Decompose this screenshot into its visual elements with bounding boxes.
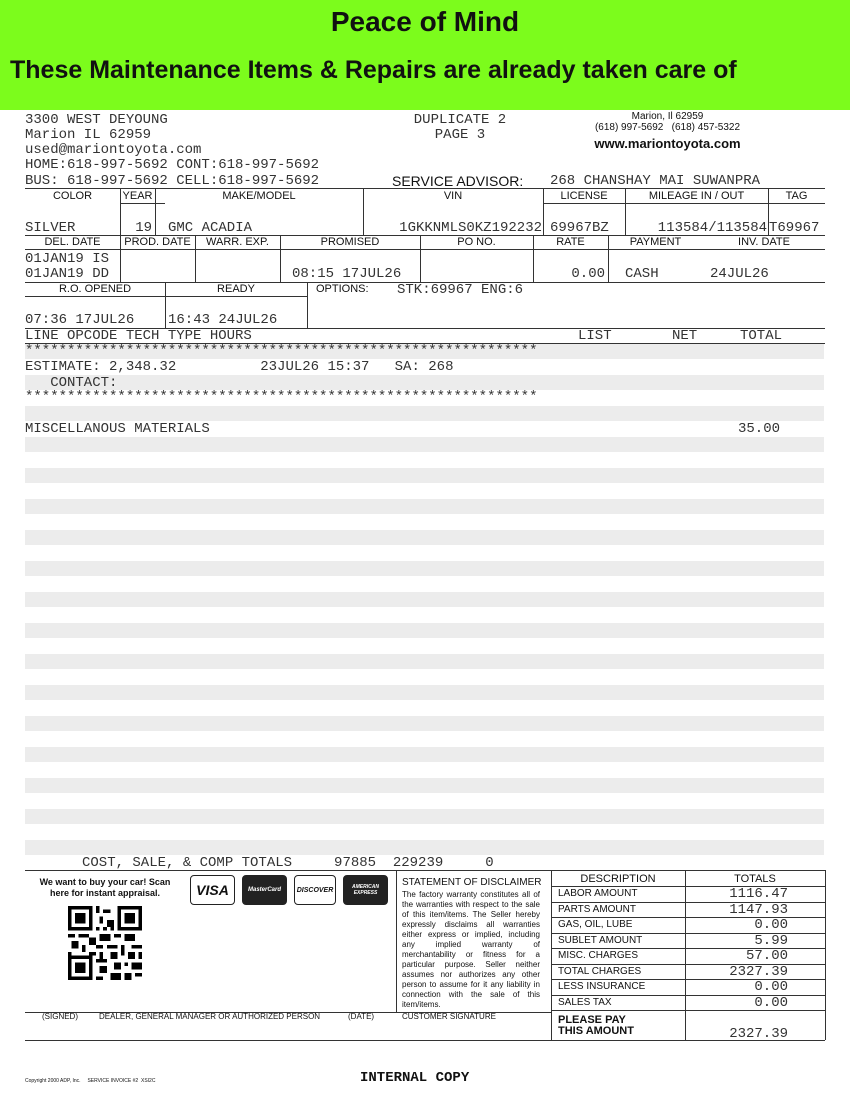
dealer-city: Marion, Il 62959 — [631, 111, 704, 122]
service-advisor-label: SERVICE ADVISOR: — [392, 173, 524, 189]
total-header: TOTAL — [740, 328, 783, 344]
amex-logo-text: AMERICAN EXPRESS — [352, 884, 379, 896]
options-value: STK:69967 ENG:6 — [397, 282, 524, 298]
mastercard-logo — [242, 875, 287, 905]
dealer-phones-1: HOME:618-997-5692 CONT:618-997-5692 — [25, 157, 320, 173]
col-warr-exp: WARR. EXP. — [206, 236, 269, 248]
qr-code[interactable] — [68, 906, 142, 985]
col-po-no: PO NO. — [457, 236, 496, 248]
ro-ready-value: 16:43 24JUL26 — [168, 312, 278, 328]
del-date-2: 01JAN19 DD — [25, 266, 110, 282]
totals-row-label: GAS, OIL, LUBE — [558, 919, 633, 930]
vehicle-mileage: 113584/113584 — [657, 220, 767, 236]
internal-copy-label: INTERNAL COPY — [360, 1070, 470, 1086]
totals-row-label: PARTS AMOUNT — [558, 904, 636, 915]
ro-ready-label: READY — [217, 283, 255, 295]
stripe — [25, 592, 824, 607]
col-color: COLOR — [52, 190, 93, 202]
visa-logo — [190, 875, 235, 905]
stripe — [25, 375, 824, 390]
vehicle-license: 69967BZ — [550, 220, 609, 236]
totals-row-label: LESS INSURANCE — [558, 981, 646, 992]
stripe — [25, 530, 824, 545]
misc-materials-value: 35.00 — [738, 421, 781, 437]
dealer-email: used@mariontoyota.com — [25, 142, 202, 158]
banner-subtitle: These Maintenance Items & Repairs are already taken care of — [10, 56, 737, 84]
line-columns-header: LINE OPCODE TECH TYPE HOURS — [25, 328, 252, 344]
discover-logo — [294, 875, 336, 905]
col-license: LICENSE — [560, 190, 608, 202]
totals-row-value: 1116.47 — [729, 886, 788, 902]
totals-row-value: 1147.93 — [729, 902, 788, 918]
ro-opened-label: R.O. OPENED — [58, 283, 132, 295]
dealer-phone-numbers: (618) 997-5692 (618) 457-5322 — [594, 122, 741, 133]
stripe — [25, 437, 824, 452]
misc-materials-label: MISCELLANOUS MATERIALS — [25, 421, 210, 437]
header-banner — [0, 0, 850, 110]
totals-row-label: MISC. CHARGES — [558, 950, 639, 961]
dealer-sign-label: DEALER, GENERAL MANAGER OR AUTHORIZED PERSON — [99, 1012, 321, 1021]
contact-line: CONTACT: — [25, 375, 118, 391]
stripe — [25, 468, 824, 483]
stripe — [25, 623, 824, 638]
del-date-1: 01JAN19 IS — [25, 251, 110, 267]
dealer-address-1: 3300 WEST DEYOUNG — [25, 112, 168, 128]
discover-logo-text: DISCOVER — [296, 886, 334, 894]
dealer-address-2: Marion IL 62959 — [25, 127, 152, 143]
duplicate-label: DUPLICATE 2 — [413, 112, 507, 128]
options-label: OPTIONS: — [316, 283, 369, 295]
stripe — [25, 499, 824, 514]
stripe — [25, 685, 824, 700]
inv-date-value: 24JUL26 — [710, 266, 769, 282]
stripe — [25, 840, 824, 855]
dealer-phones-2: BUS: 618-997-5692 CELL:618-997-5692 — [25, 173, 320, 189]
please-pay-value: 2327.39 — [729, 1026, 788, 1042]
totals-row-label: SUBLET AMOUNT — [558, 935, 643, 946]
date-label: (DATE) — [348, 1012, 375, 1021]
col-tag: TAG — [785, 190, 808, 202]
col-make: MAKE/MODEL — [222, 190, 296, 202]
amex-logo — [343, 875, 388, 905]
col-del-date: DEL. DATE — [44, 236, 101, 248]
col-prod-date: PROD. DATE — [124, 236, 191, 248]
ro-opened-value: 07:36 17JUL26 — [25, 312, 135, 328]
please-pay-label-1: PLEASE PAY — [558, 1014, 626, 1026]
stripe — [25, 778, 824, 793]
vehicle-tag: T69967 — [769, 220, 820, 236]
vehicle-color: SILVER — [25, 220, 76, 236]
col-payment: PAYMENT — [629, 236, 682, 248]
estimate-line: ESTIMATE: 2,348.32 23JUL26 15:37 SA: 268 — [25, 359, 454, 375]
visa-logo-text: VISA — [196, 882, 229, 898]
totals-row-value: 2327.39 — [729, 964, 788, 980]
totals-totals-header: TOTALS — [734, 873, 776, 885]
col-mileage: MILEAGE IN / OUT — [648, 190, 745, 202]
list-header: LIST — [578, 328, 612, 344]
promised-value: 08:15 17JUL26 — [292, 266, 402, 282]
totals-description-header: DESCRIPTION — [580, 873, 656, 885]
totals-row-label: TOTAL CHARGES — [558, 966, 642, 977]
totals-row-value: 0.00 — [754, 979, 788, 995]
buy-car-text: We want to buy your car! Scan here for instant appraisal. — [39, 877, 171, 898]
signed-label: (SIGNED) — [42, 1012, 78, 1021]
page-label: PAGE 3 — [434, 127, 486, 143]
disclaimer-title: STATEMENT OF DISCLAIMER — [402, 877, 542, 888]
stripe — [25, 561, 824, 576]
please-pay-label-2: THIS AMOUNT — [558, 1025, 634, 1037]
dealer-website: www.mariontoyota.com — [594, 136, 741, 151]
service-advisor-value: 268 CHANSHAY MAI SUWANPRA — [550, 173, 761, 189]
star-separator-2: ************************************************************* — [25, 389, 538, 405]
vehicle-vin: 1GKKNMLS0KZ192232 — [399, 220, 542, 236]
col-rate: RATE — [556, 236, 585, 248]
stripe — [25, 747, 824, 762]
customer-signature-label: CUSTOMER SIGNATURE — [402, 1012, 496, 1021]
star-separator-1: ************************************************************* — [25, 343, 538, 359]
col-promised: PROMISED — [320, 236, 380, 248]
vehicle-make: GMC ACADIA — [168, 220, 253, 236]
rate-value: 0.00 — [571, 266, 605, 282]
mastercard-logo-text: MasterCard — [247, 887, 281, 893]
col-inv-date: INV. DATE — [738, 236, 790, 248]
vehicle-year: 19 — [135, 220, 152, 236]
totals-row-label: LABOR AMOUNT — [558, 888, 638, 899]
stripe — [25, 654, 824, 669]
cost-sale-comp-totals: COST, SALE, & COMP TOTALS 97885 229239 0 — [82, 855, 494, 871]
col-year: YEAR — [122, 190, 153, 202]
stripe — [25, 406, 824, 421]
totals-row-label: SALES TAX — [558, 997, 612, 1008]
disclaimer-text: The factory warranty constitutes all of the warranties with respect to the sale of this item/items. The Seller hereby expressly disclaims all warranties either express or implied, including any implied warranty of merchantability or fitness for a particular purpose. Seller neither assumes nor authorizes any other person to assume for it any liability in connection with the sale of this item/items. — [402, 890, 540, 1009]
banner-title: Peace of Mind — [330, 6, 520, 37]
payment-value: CASH — [625, 266, 659, 282]
net-header: NET — [672, 328, 698, 344]
totals-row-value: 0.00 — [754, 995, 788, 1011]
stripe — [25, 809, 824, 824]
stripe — [25, 716, 824, 731]
totals-row-value: 57.00 — [745, 948, 788, 964]
totals-row-value: 5.99 — [754, 933, 788, 949]
col-vin: VIN — [443, 190, 463, 202]
copyright-text: Copyright 2000 ADP, Inc. SERVICE INVOICE #2 XSI2C — [25, 1078, 156, 1084]
totals-row-value: 0.00 — [754, 917, 788, 933]
